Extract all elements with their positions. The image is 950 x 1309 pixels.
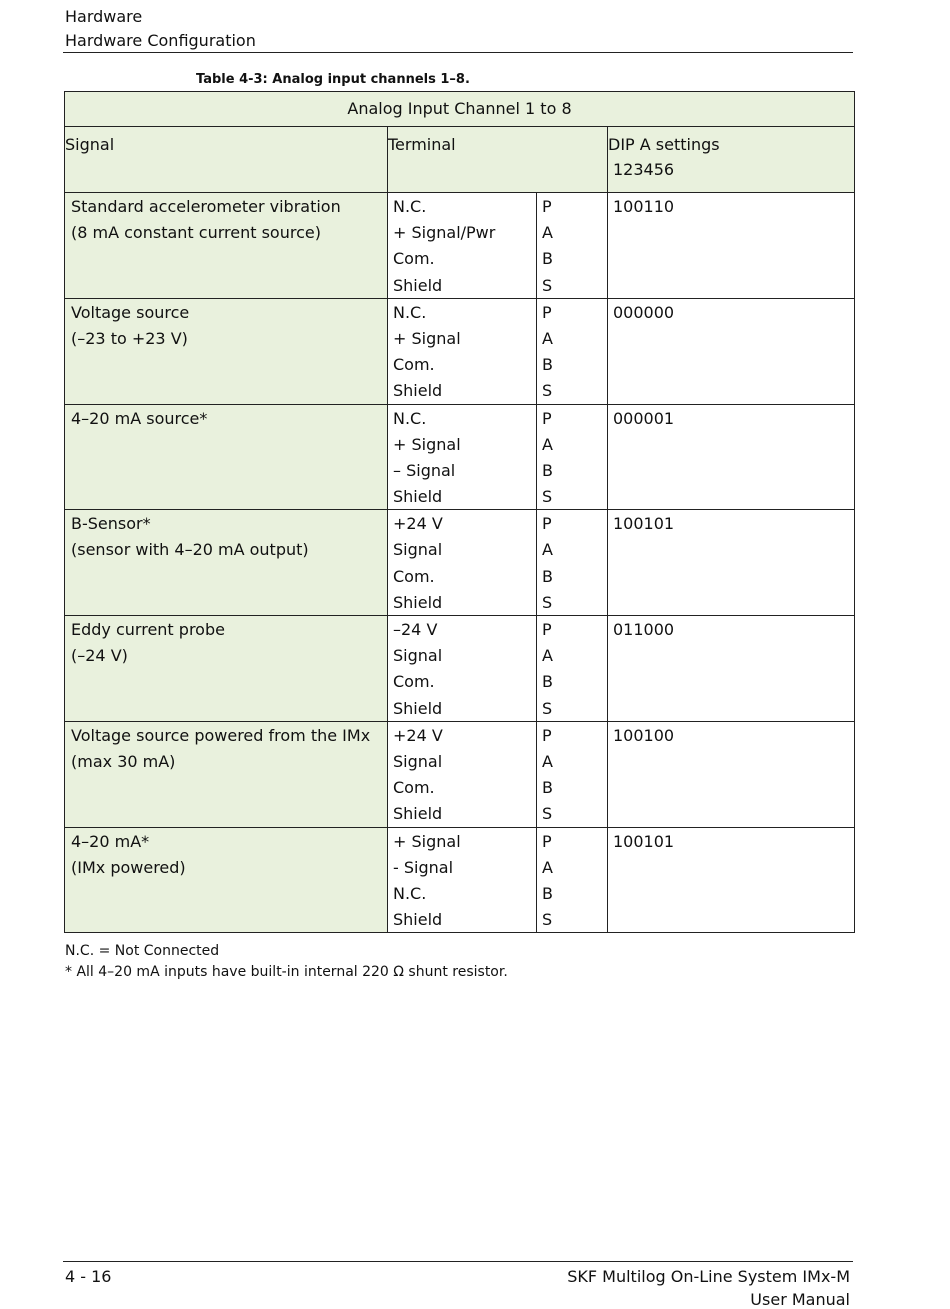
signal-text: 4–20 mA source*	[71, 408, 208, 428]
dip-setting-value: 100101	[613, 831, 675, 851]
table-row	[65, 827, 855, 933]
dip-cell	[608, 510, 855, 616]
dip-position-numbers: 123456	[613, 160, 675, 179]
terminal-letter-cell	[537, 827, 608, 933]
terminal-cell	[388, 404, 537, 510]
table-row	[65, 721, 855, 827]
terminal-label: Com.	[393, 249, 435, 269]
terminal-label: Com.	[393, 672, 435, 692]
terminal-label: –24 V	[393, 620, 438, 639]
terminal-letter: A	[542, 434, 553, 454]
terminal-label: - Signal	[393, 857, 454, 877]
signal-text: Standard accelerometer vibration	[71, 197, 341, 216]
terminal-label: Signal	[393, 540, 443, 560]
terminal-letter: A	[542, 328, 553, 348]
terminal-label: Signal	[393, 751, 443, 771]
column-header-terminal: Terminal	[388, 127, 608, 193]
footer-doc-type: User Manual	[750, 1290, 850, 1309]
terminal-cell	[388, 510, 537, 616]
terminal-label: N.C.	[393, 197, 427, 216]
terminal-letter: S	[542, 910, 553, 930]
dip-cell	[608, 193, 855, 299]
table-caption: Table 4-3: Analog input channels 1–8.	[196, 72, 470, 87]
column-header-signal: Signal	[65, 127, 388, 193]
terminal-letter: P	[542, 302, 552, 322]
terminal-letter-cell	[537, 616, 608, 722]
running-header-section: Hardware	[65, 7, 143, 26]
terminal-letter: P	[542, 408, 552, 428]
terminal-label: – Signal	[393, 460, 456, 480]
terminal-letter: B	[542, 778, 553, 798]
terminal-letter-cell	[537, 721, 608, 827]
signal-text: 4–20 mA*	[71, 831, 150, 851]
terminal-letter-cell	[537, 193, 608, 299]
table-row	[65, 510, 855, 616]
signal-text: B-Sensor*	[71, 514, 151, 534]
signal-cell	[65, 404, 388, 510]
signal-cell	[65, 298, 388, 404]
dip-setting-value: 011000	[613, 620, 675, 639]
terminal-label: Shield	[393, 592, 443, 612]
dip-setting-value: 100101	[613, 514, 675, 534]
signal-cell	[65, 510, 388, 616]
terminal-letter: B	[542, 883, 553, 903]
terminal-label: +24 V	[393, 514, 443, 534]
signal-text: (8 mA constant current source)	[71, 223, 321, 243]
terminal-cell	[388, 616, 537, 722]
footer-product: SKF Multilog On-Line System IMx-M	[567, 1267, 850, 1286]
terminal-label: + Signal	[393, 328, 461, 348]
terminal-letter-cell	[537, 510, 608, 616]
table-row	[65, 616, 855, 722]
terminal-letter: S	[542, 275, 553, 295]
terminal-letter: S	[542, 381, 553, 401]
terminal-label: N.C.	[393, 883, 427, 903]
dip-cell	[608, 721, 855, 827]
terminal-cell	[388, 721, 537, 827]
dip-cell	[608, 827, 855, 933]
footer-rule	[63, 1261, 853, 1262]
terminal-letter: S	[542, 698, 553, 718]
dip-setting-value: 000000	[613, 302, 675, 322]
table-title: Analog Input Channel 1 to 8	[65, 92, 855, 127]
terminal-letter: P	[542, 831, 552, 851]
signal-text: (sensor with 4–20 mA output)	[71, 540, 309, 560]
terminal-label: + Signal	[393, 434, 461, 454]
terminal-letter: P	[542, 514, 552, 534]
terminal-letter-cell	[537, 404, 608, 510]
table-row	[65, 404, 855, 510]
terminal-letter: B	[542, 355, 553, 375]
terminal-label: N.C.	[393, 302, 427, 322]
terminal-cell	[388, 193, 537, 299]
terminal-letter: P	[542, 725, 552, 745]
terminal-label: Com.	[393, 566, 435, 586]
dip-setting-value: 100110	[613, 197, 675, 216]
terminal-cell	[388, 827, 537, 933]
analog-input-table	[64, 91, 855, 933]
terminal-letter: A	[542, 857, 553, 877]
terminal-label: Shield	[393, 804, 443, 824]
signal-cell	[65, 721, 388, 827]
dip-cell	[608, 616, 855, 722]
terminal-letter: B	[542, 460, 553, 480]
terminal-letter: A	[542, 646, 553, 666]
dip-setting-value: 000001	[613, 408, 675, 428]
terminal-letter: B	[542, 566, 553, 586]
terminal-label: Shield	[393, 698, 443, 718]
running-header-subsection: Hardware Configuration	[65, 31, 256, 50]
terminal-letter: S	[542, 592, 553, 612]
terminal-label: N.C.	[393, 408, 427, 428]
terminal-label: + Signal/Pwr	[393, 223, 496, 243]
signal-text: (IMx powered)	[71, 857, 186, 877]
signal-cell	[65, 827, 388, 933]
terminal-label: Shield	[393, 910, 443, 930]
signal-text: (–23 to +23 V)	[71, 328, 188, 348]
dip-cell	[608, 298, 855, 404]
signal-text	[65, 431, 387, 457]
signal-text: (max 30 mA)	[71, 751, 176, 771]
footnote-nc: N.C. = Not Connected	[65, 943, 220, 959]
terminal-label: Shield	[393, 275, 443, 295]
terminal-letter: B	[542, 672, 553, 692]
page-number: 4 - 16	[65, 1267, 112, 1286]
dip-setting-value: 100100	[613, 725, 675, 745]
terminal-cell	[388, 298, 537, 404]
terminal-label: +24 V	[393, 725, 443, 745]
dip-cell	[608, 404, 855, 510]
column-header-dip: DIP A settings 123456	[608, 127, 855, 193]
terminal-letter: P	[542, 197, 552, 216]
signal-cell	[65, 616, 388, 722]
terminal-label: + Signal	[393, 831, 461, 851]
signal-cell	[65, 193, 388, 299]
footnote-shunt: * All 4–20 mA inputs have built-in internal 220 Ω shunt resistor.	[65, 964, 508, 980]
terminal-label: Signal	[393, 646, 443, 666]
terminal-letter-cell	[537, 298, 608, 404]
signal-text: Voltage source	[71, 302, 190, 322]
terminal-letter: P	[542, 620, 552, 639]
terminal-label: Shield	[393, 381, 443, 401]
terminal-letter: S	[542, 487, 553, 507]
signal-text: Eddy current probe	[71, 620, 225, 639]
terminal-label: Com.	[393, 355, 435, 375]
signal-text: Voltage source powered from the IMx	[71, 725, 371, 745]
terminal-label: Com.	[393, 778, 435, 798]
header-rule	[63, 52, 853, 53]
table-row	[65, 298, 855, 404]
terminal-letter: A	[542, 540, 553, 560]
table-row	[65, 193, 855, 299]
terminal-label: Shield	[393, 487, 443, 507]
terminal-letter: S	[542, 804, 553, 824]
terminal-letter: A	[542, 223, 553, 243]
signal-text: (–24 V)	[71, 646, 128, 666]
terminal-letter: A	[542, 751, 553, 771]
terminal-letter: B	[542, 249, 553, 269]
